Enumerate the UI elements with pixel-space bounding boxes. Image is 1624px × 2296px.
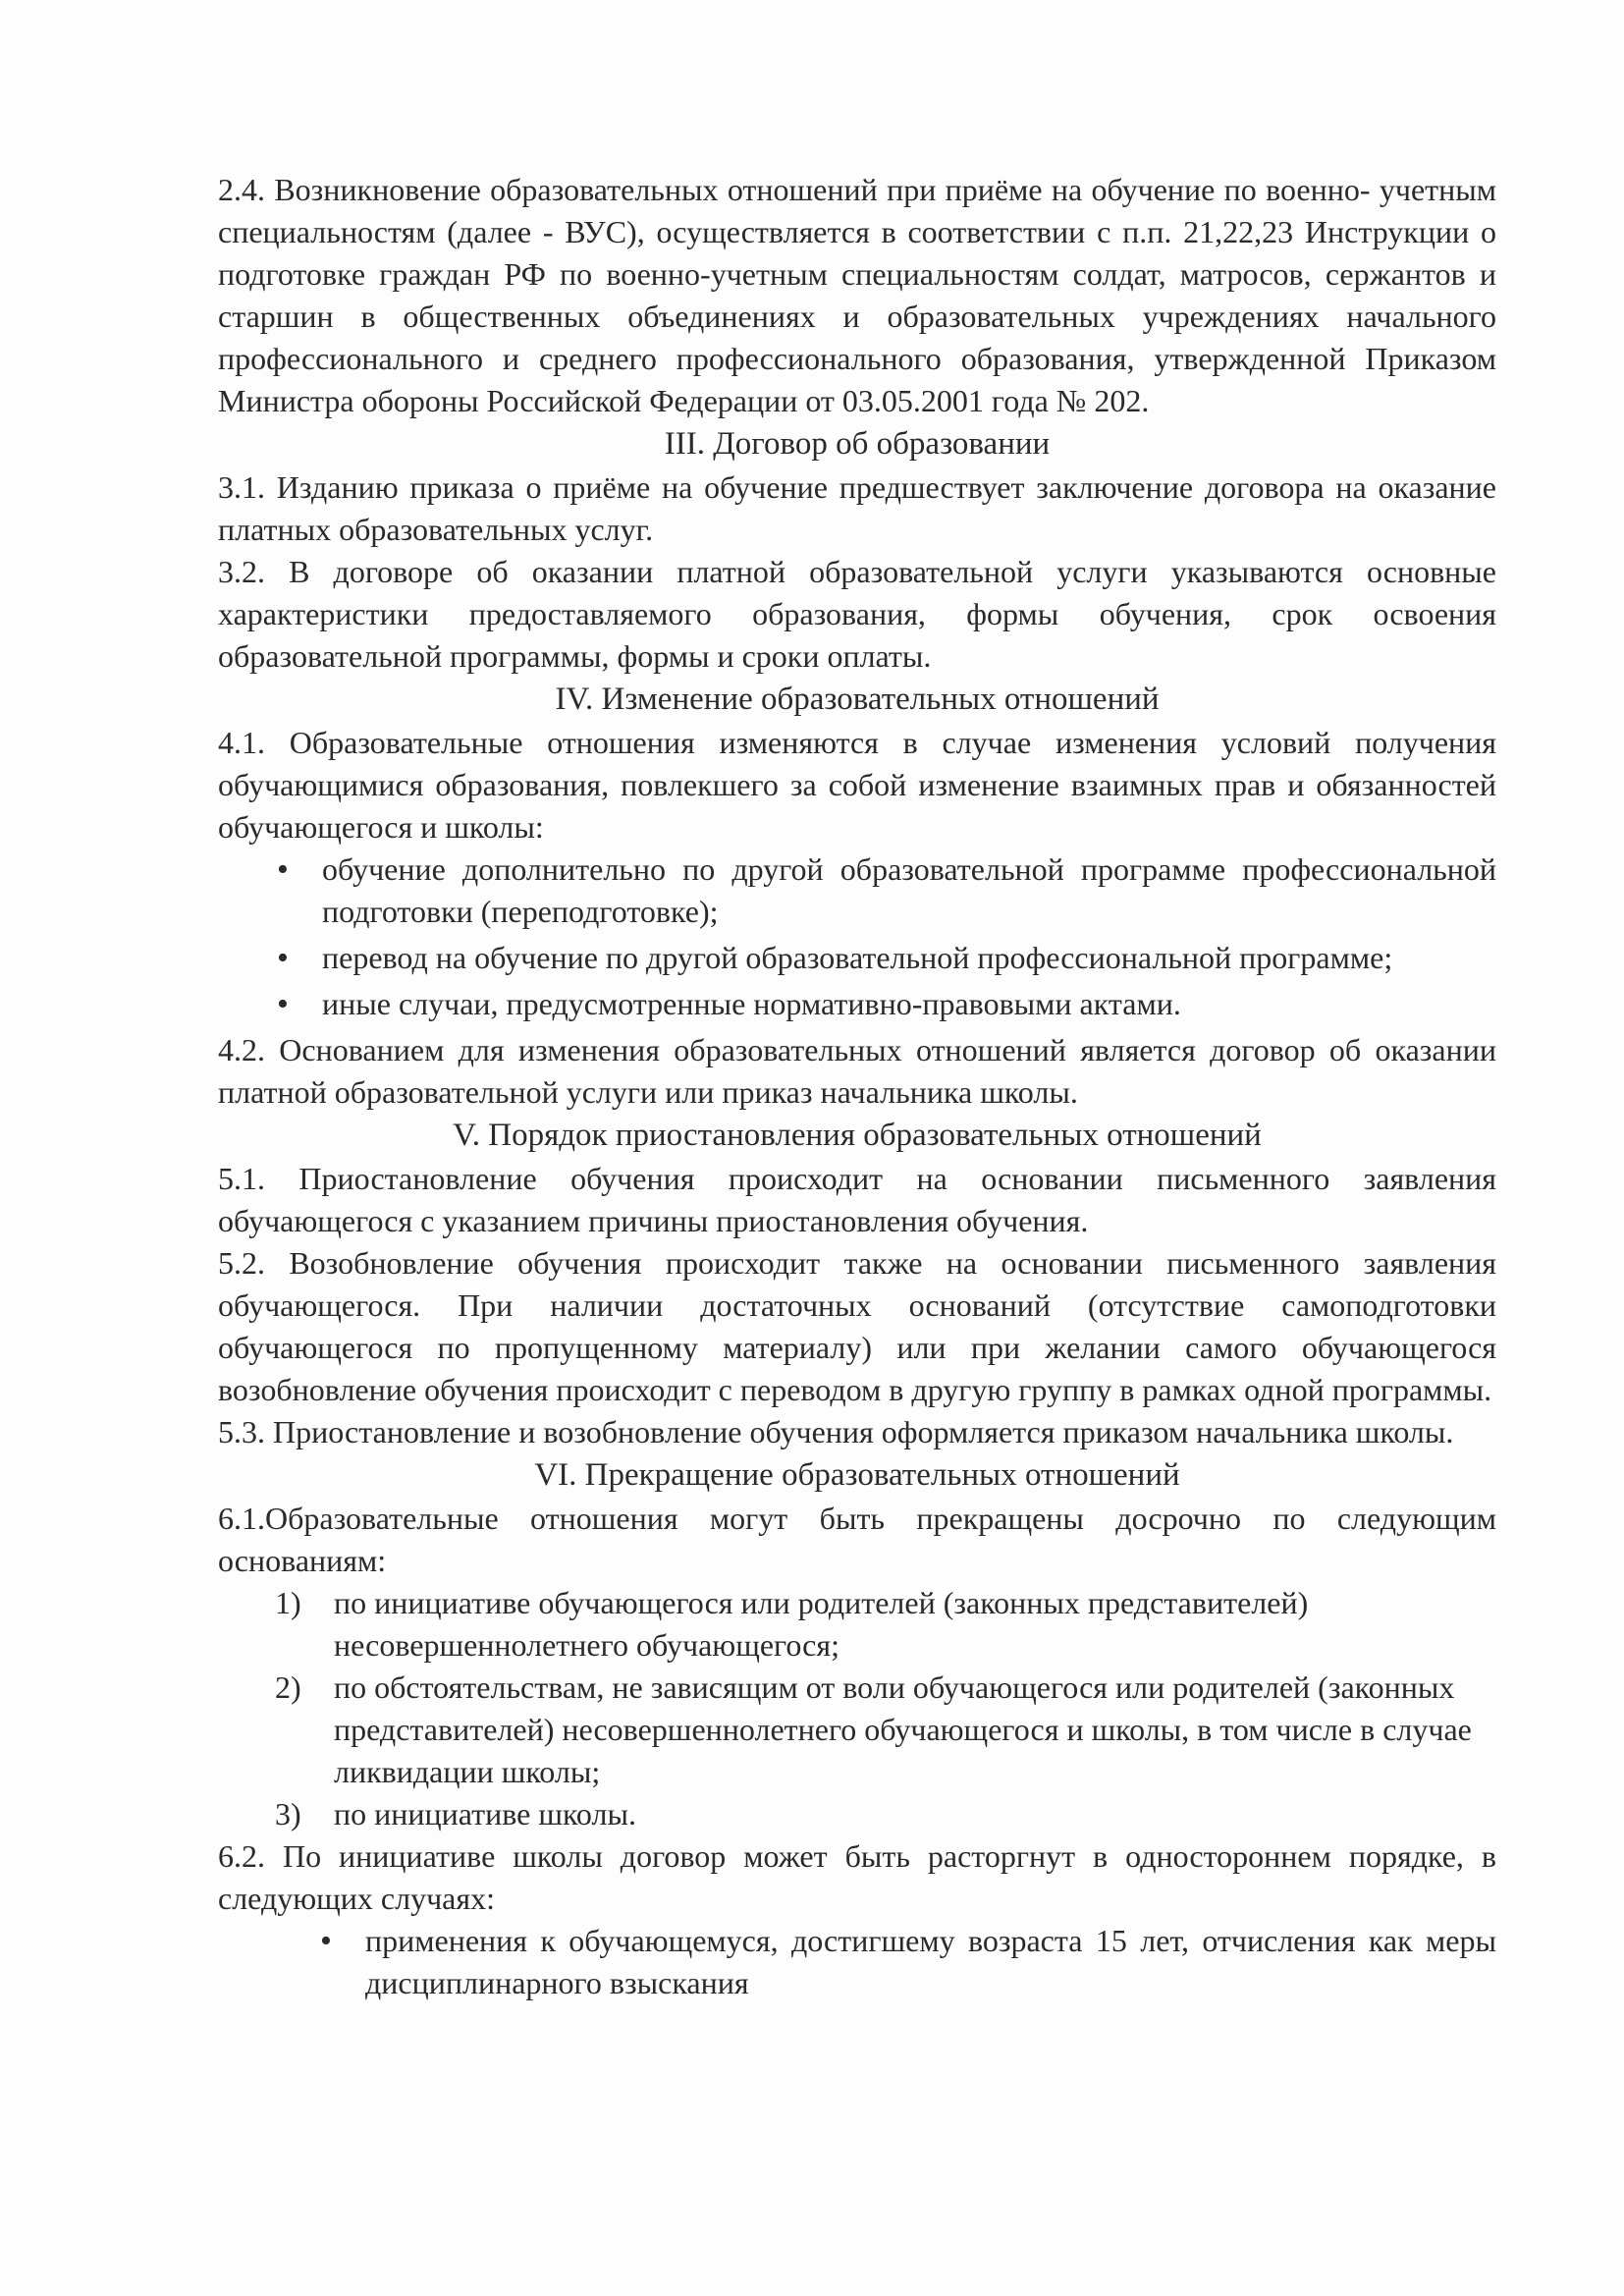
bullet-list-4-1 (218, 848, 1496, 1025)
paragraph-6-2: 6.2. По инициативе школы договор может быть расторгнут в одностороннем порядке, в следующих случаях: (218, 1838, 1496, 1916)
list-item (275, 1793, 1496, 1835)
paragraph-5-3: 5.3. Приостановление и возобновление обучения оформляется приказом начальника школы. (218, 1414, 1454, 1449)
paragraph-5-2: 5.2. Возобновление обучения происходит также на основании письменного заявления обучающегося. При наличии достаточных оснований (отсутствие самоподготовки обучающегося по пропущенному материалу) или при желании самого обучающегося возобновление обучения происходит с переводом в другую группу в рамках одной программы. (218, 1245, 1496, 1407)
paragraph-4-2: 4.2. Основанием для изменения образовательных отношений является договор об оказании платной образовательной услуги или приказ начальника школы. (218, 1032, 1496, 1110)
numbered-list-6-1 (218, 1582, 1496, 1835)
section-5-heading: V. Порядок приостановления образовательных отношений (453, 1118, 1262, 1153)
list-item-number: 3) (275, 1796, 301, 1831)
list-item: • перевод на обучение по другой образовательной профессиональной программе; (322, 937, 1496, 979)
paragraph-3-2: 3.2. В договоре об оказании платной образовательной услуги указываются основные характеристики предоставляемого образования, формы обучения, срок освоения образовательной программы, формы и сроки оплаты. (218, 554, 1496, 674)
paragraph-2-4: 2.4. Возникновение образовательных отношений при приёме на обучение по военно- учетным специальностям (далее - ВУС), осуществляется в соответствии с п.п. 21,22,23 Инструкции о подготовке граждан РФ по военно-учетным специальностям солдат, матросов, сержантов и старшин в общественных объединениях и образовательных учреждениях начального профессионального и среднего профессионального образования, утвержденной Приказом Министра обороны Российской Федерации от 03.05.2001 года № 202. (218, 172, 1496, 418)
list-item (275, 1582, 1496, 1667)
section-3-heading: III. Договор об образовании (664, 426, 1051, 462)
list-item-text: по инициативе школы. (334, 1796, 636, 1831)
list-item: • применения к обучающемуся, достигшему возраста 15 лет, отчисления как меры дисциплинарного взыскания (365, 1920, 1496, 2004)
list-item-text: по инициативе обучающегося или родителей (законных представителей) несовершеннолетнего обучающегося; (334, 1585, 1309, 1663)
paragraph-6-1: 6.1.Образовательные отношения могут быть прекращены досрочно по следующим основаниям: (218, 1501, 1496, 1578)
section-6-heading: VI. Прекращение образовательных отношений (534, 1457, 1180, 1493)
list-item-number: 1) (275, 1585, 301, 1620)
paragraph-3-1: 3.1. Изданию приказа о приёме на обучение предшествует заключение договора на оказание платных образовательных услуг. (218, 469, 1496, 547)
paragraph-5-1: 5.1. Приостановление обучения происходит на основании письменного заявления обучающегося с указанием причины приостановления обучения. (218, 1161, 1496, 1238)
bullet-list-6-2 (218, 1920, 1496, 2004)
paragraph-4-1: 4.1. Образовательные отношения изменяются в случае изменения условий получения обучающимися образования, повлекшего за собой изменение взаимных прав и обязанностей обучающегося и школы: (218, 725, 1496, 845)
list-item-text: по обстоятельствам, не зависящим от воли обучающегося или родителей (законных представителей) несовершеннолетнего обучающегося и школы, в том числе в случае ликвидации школы; (334, 1669, 1472, 1789)
list-item: • иные случаи, предусмотренные нормативно-правовыми актами. (322, 983, 1496, 1025)
list-item-number: 2) (275, 1669, 301, 1705)
section-4-heading: IV. Изменение образовательных отношений (555, 682, 1160, 717)
list-item (275, 1667, 1496, 1793)
list-item: • обучение дополнительно по другой образовательной программе профессиональной подготовки (переподготовке); (322, 848, 1496, 933)
